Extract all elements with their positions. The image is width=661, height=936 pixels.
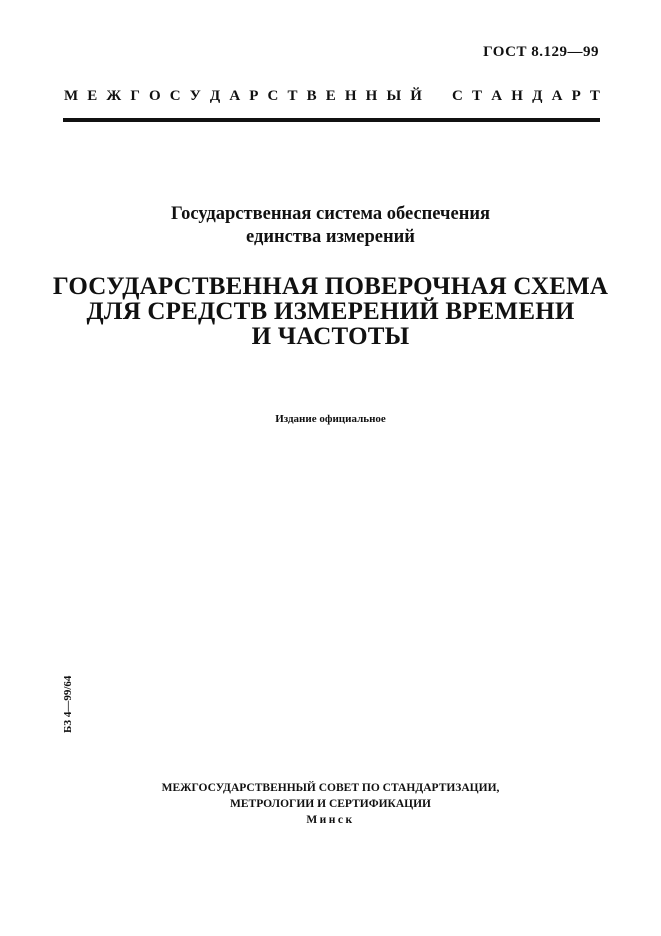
banner-letter: Г [130,88,140,104]
banner-letter: Ы [386,88,402,104]
banner-letter: Й [410,88,422,104]
main-title-line-3: И ЧАСТОТЫ [251,323,410,350]
banner-word-interstate [64,88,422,105]
side-catalog-code: БЗ 4—99/64 [62,675,74,733]
banner-letter: Е [325,88,336,104]
banner-letter: Н [365,88,378,104]
banner-letter: Д [209,88,221,104]
banner-letter: Р [249,88,259,104]
publisher-block [0,780,661,828]
document-number: ГОСТ 8.129—99 [483,44,599,60]
banner-letter: О [149,88,161,104]
publisher-line-1: МЕЖГОСУДАРСТВЕННЫЙ СОВЕТ ПО СТАНДАРТИЗАЦИИ, [161,782,500,794]
banner-letter: Н [511,88,523,104]
series-title-line-2: единства измерений [246,227,415,247]
banner-letter: А [229,88,241,104]
publisher-city: Минск [306,814,355,826]
banner-letter: С [452,88,463,104]
banner-letter: С [169,88,181,104]
banner-letter: Р [571,88,581,104]
main-title-line-1: ГОСУДАРСТВЕННАЯ ПОВЕРОЧНАЯ СХЕМА [52,273,609,300]
banner-word-standard [452,88,600,105]
banner-letter: М [64,88,79,104]
series-title-line-1: Государственная система обеспечения [170,204,491,224]
banner-letter: Т [287,88,298,104]
banner-letter: Ж [106,88,122,104]
main-title [0,274,661,349]
main-title-line-2: ДЛЯ СРЕДСТВ ИЗМЕРЕНИЙ ВРЕМЕНИ [86,298,575,325]
publisher-line-2: МЕТРОЛОГИИ И СЕРТИФИКАЦИИ [230,798,431,810]
banner-letter: Т [589,88,600,104]
edition-note: Издание официальное [275,413,386,425]
series-title [0,203,661,249]
banner-letter: А [491,88,503,104]
banner-letter: Н [344,88,357,104]
banner-letter: С [267,88,279,104]
banner-letter: У [189,88,201,104]
banner-letter: Д [532,88,543,104]
banner-letter: Е [87,88,98,104]
header-rule [63,118,600,122]
banner-letter: В [306,88,317,104]
banner-letter: Т [472,88,483,104]
banner-letter: А [551,88,563,104]
standard-banner [64,88,600,105]
